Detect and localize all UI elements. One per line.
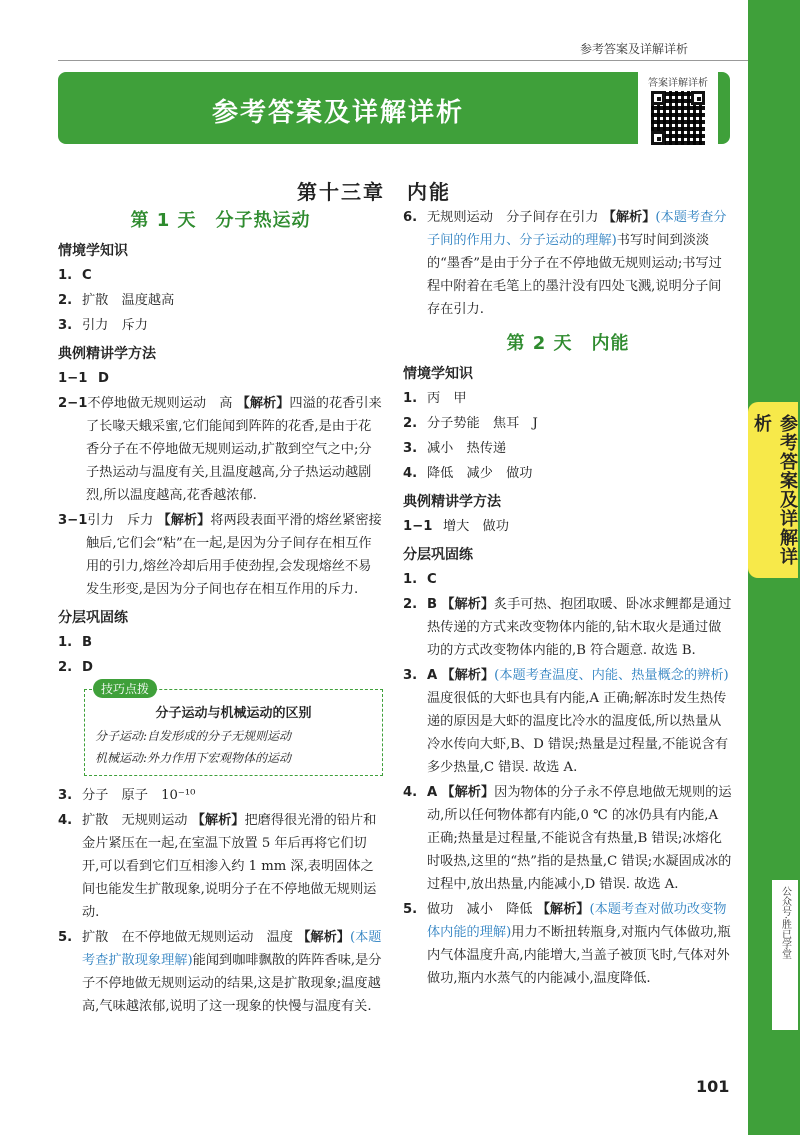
answer-item: 1. C <box>58 268 92 283</box>
side-tab-label: 参考答案及详解详析 <box>751 414 798 566</box>
answer-item: 1. B <box>58 635 93 650</box>
page-number: 101 <box>696 1077 730 1096</box>
day-2-title: 第 2 天 内能 <box>506 333 630 354</box>
title-banner <box>58 72 730 144</box>
tip-line: 分子运动:自发形成的分子无规则运动 <box>95 729 292 743</box>
header-rule <box>58 60 748 61</box>
answer-item: 4. A 【解析】因为物体的分子永不停息地做无规则的运动,所以任何物体都有内能,0 ℃ 的冰仍具有内能,A 正确;热量是过程量,不能说含有热量,B 错误;冰熔化时吸热,这里的“热”指的是热量,C 错误;水凝固成冰的过程中,放出热量,内能减小,D 错误. 故选 A. <box>403 785 732 892</box>
section-heading: 典例精讲学方法 <box>403 494 501 510</box>
day-1-title: 第 1 天 分子热运动 <box>130 210 311 231</box>
running-head: 参考答案及详解详析 <box>579 42 688 56</box>
answer-item: 2−1不停地做无规则运动 高 【解析】四溢的花香引来了长喙天蛾采蜜,它们能闻到阵阵的花香,是由于花香分子在不停地做无规则运动,扩散到空气之中;分子热运动与温度有关,且温度越高,分子热运动越剧烈,所以温度越高,花香越浓郁. <box>58 396 382 503</box>
side-strip-label: 公众号·胜已学堂 <box>779 886 791 960</box>
answer-item: 1−1 增大 做功 <box>403 519 509 534</box>
side-tab[interactable] <box>748 402 798 578</box>
section-heading: 典例精讲学方法 <box>58 346 156 362</box>
answer-item: 1. C <box>403 572 437 587</box>
answer-item: 1−1 D <box>58 371 109 386</box>
section-heading: 情境学知识 <box>58 243 128 259</box>
answer-item: 6. 无规则运动 分子间存在引力 【解析】(本题考查分子间的作用力、分子运动的理解)书写时间到淡淡的“墨香”是由于分子在不停地做无规则运动;书写过程中附着在毛笔上的墨汁没有四处飞溅,说明分子间存在引力. <box>403 210 727 317</box>
answer-item: 3. 减小 热传递 <box>403 441 507 456</box>
answer-item: 1. 丙 甲 <box>403 391 467 406</box>
answer-item: 4. 降低 减少 做功 <box>403 466 533 481</box>
answer-item: 3. 分子 原子 10⁻¹⁰ <box>58 788 196 803</box>
section-heading: 分层巩固练 <box>58 610 128 626</box>
right-column <box>403 206 733 992</box>
answer-item: 2. B 【解析】炙手可热、抱团取暖、卧冰求鲤都是通过热传递的方式来改变物体内能的,钻木取火是通过做功的方式改变物体内能的,B 符合题意. 故选 B. <box>403 597 732 658</box>
side-strip <box>772 880 798 1030</box>
left-column <box>58 206 383 1020</box>
answer-item: 3. 引力 斥力 <box>58 318 148 333</box>
answer-item: 3. A 【解析】(本题考查温度、内能、热量概念的辨析)温度很低的大虾也具有内能,A 正确;解冻时发生热传递的原因是大虾的温度比冷水的温度低,所以热量从冷水传向大虾,B、D 错误;热量是过程量,不能说含有多少热量,C 错误. 故选 A. <box>403 668 729 775</box>
answer-item: 5. 做功 减小 降低 【解析】(本题考查对做功改变物体内能的理解)用力不断扭转瓶身,对瓶内气体做功,瓶内气体温度升高,内能增大,当盖子被顶飞时,气体对外做功,瓶内水蒸气的内能减小,温度降低. <box>403 902 731 986</box>
answer-item: 2. D <box>58 660 93 675</box>
tip-title: 分子运动与机械运动的区别 <box>155 706 312 721</box>
qr-code-icon[interactable] <box>651 91 705 145</box>
chapter-title: 第十三章 内能 <box>297 180 451 204</box>
section-heading: 情境学知识 <box>403 366 473 382</box>
answer-item: 2. 扩散 温度越高 <box>58 293 175 308</box>
qr-code-box[interactable] <box>638 72 718 144</box>
tip-box <box>84 682 383 776</box>
answer-item: 5. 扩散 在不停地做无规则运动 温度 【解析】(本题考查扩散现象理解)能闻到咖啡飘散的阵阵香味,是分子不停地做无规则运动的结果,这是扩散现象;温度越高,气味越浓郁,说明了这一现象的快慢与温度有关. <box>58 930 382 1014</box>
tip-badge: 技巧点拨 <box>93 679 157 698</box>
banner-title: 参考答案及详解详析 <box>211 98 464 128</box>
answer-item: 4. 扩散 无规则运动 【解析】把磨得很光滑的铅片和金片紧压在一起,在室温下放置 5 年后再将它们切开,可以看到它们互相渗入约 1 mm 深,表明固体之间也能发生扩散现象,说明分子在不停地做无规则运动. <box>58 813 377 920</box>
section-heading: 分层巩固练 <box>403 547 473 563</box>
answer-item: 3−1引力 斥力 【解析】将两段表面平滑的熔丝紧密接触后,它们会“粘”在一起,是因为分子间存在相互作用的引力,熔丝冷却后用手使劲捏,会发现熔丝不易发生形变,是因为分子间也存在相互作用的斥力. <box>58 513 382 597</box>
qr-caption: 答案详解详析 <box>648 78 708 89</box>
tip-line: 机械运动:外力作用下宏观物体的运动 <box>95 751 292 765</box>
answer-item: 2. 分子势能 焦耳 J <box>403 416 538 431</box>
